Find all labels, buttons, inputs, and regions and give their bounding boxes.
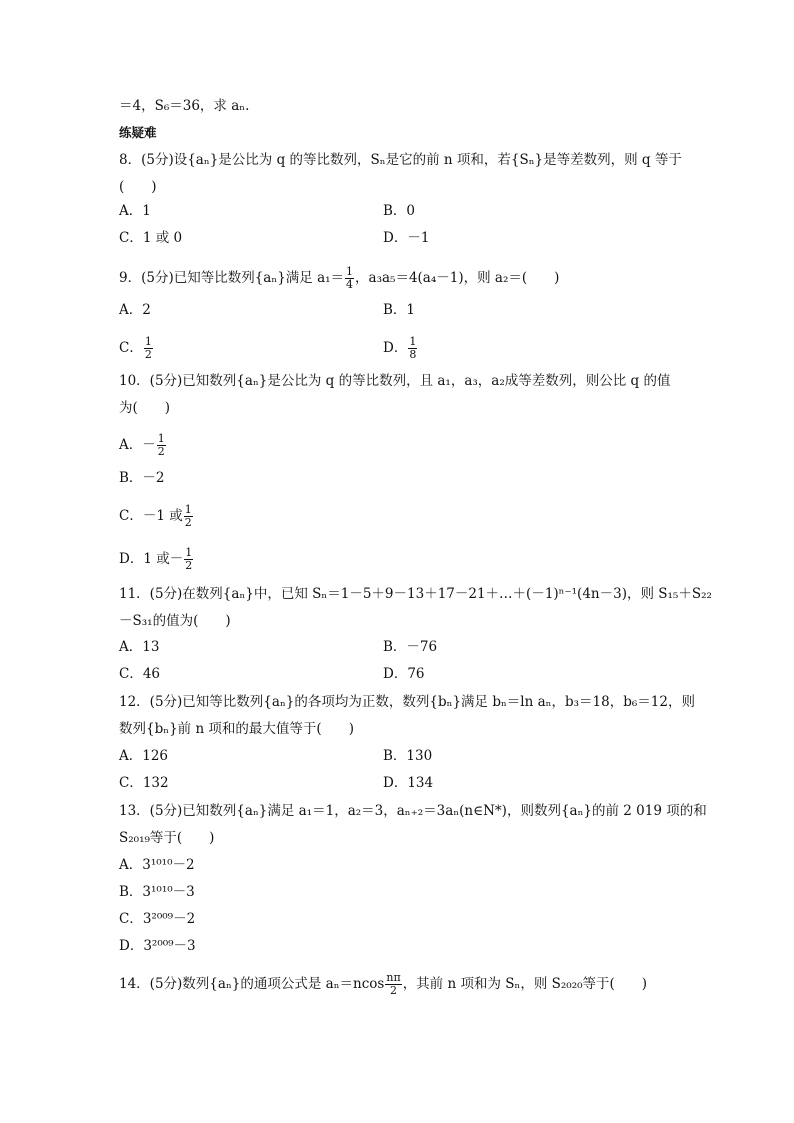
frac-den: 8 bbox=[409, 348, 417, 361]
q14-frac-den: 2 bbox=[390, 984, 398, 997]
q10-option-b: B．－2 bbox=[119, 470, 165, 486]
q11-stem-line2: －S₃₁的值为( ) bbox=[119, 613, 231, 629]
option-label: A．－ bbox=[119, 437, 156, 453]
q11-option-b: B．－76 bbox=[383, 639, 438, 655]
q13-option-a: A．3¹⁰¹⁰－2 bbox=[119, 857, 195, 873]
q14-fraction bbox=[385, 972, 401, 997]
q8-option-a: A．1 bbox=[119, 203, 151, 219]
q10-option-a bbox=[119, 433, 167, 458]
q10-option-c-fraction bbox=[184, 504, 193, 529]
q8-stem-line2: ( ) bbox=[119, 179, 157, 195]
option-label: D．1 或－ bbox=[119, 551, 184, 567]
q14-stem-pre: 14．(5分)数列{aₙ}的通项公式是 aₙ＝ncos bbox=[119, 976, 385, 992]
q9-option-d-fraction bbox=[408, 336, 417, 361]
q11-option-d: D．76 bbox=[383, 666, 425, 682]
previous-question-tail: ＝4，S₆＝36，求 aₙ. bbox=[119, 98, 250, 114]
q10-option-a-fraction bbox=[157, 433, 166, 458]
q14-stem-post: ，其前 n 项和为 Sₙ，则 S₂₀₂₀等于( ) bbox=[402, 976, 648, 992]
q9-option-d bbox=[383, 336, 418, 361]
q12-option-c: C．132 bbox=[119, 775, 169, 791]
q9-option-c bbox=[119, 336, 154, 361]
q10-stem-line2: 为( ) bbox=[119, 400, 171, 416]
frac-den: 2 bbox=[184, 516, 192, 529]
q14-stem bbox=[119, 972, 647, 997]
q12-stem-line1: 12．(5分)已知等比数列{aₙ}的各项均为正数，数列{bₙ}满足 bₙ＝ln aₙ，b₃＝18，b₆＝12，则 bbox=[119, 694, 695, 710]
q10-stem-line1: 10．(5分)已知数列{aₙ}是公比为 q 的等比数列，且 a₁，a₃，a₂成等差数列，则公比 q 的值 bbox=[119, 373, 671, 389]
frac-den: 2 bbox=[144, 348, 152, 361]
q13-stem-line1: 13．(5分)已知数列{aₙ}满足 a₁＝1，a₂＝3，aₙ₊₂＝3aₙ(n∈N*)，则数列{aₙ}的前 2 019 项的和 bbox=[119, 803, 707, 819]
q14-frac-num: nπ bbox=[386, 971, 401, 984]
q9-option-d-label: D． bbox=[383, 340, 408, 356]
q9-frac-den: 4 bbox=[346, 278, 354, 291]
q11-stem-line1: 11．(5分)在数列{aₙ}中，已知 Sₙ＝1－5＋9－13＋17－21＋…＋(－1)ⁿ⁻¹(4n－3)，则 S₁₅＋S₂₂ bbox=[119, 586, 712, 602]
frac-num: 1 bbox=[185, 546, 193, 559]
q10-option-d-fraction bbox=[184, 547, 193, 572]
q13-option-c: C．3²⁰⁰⁹－2 bbox=[119, 911, 196, 927]
section-title: 练疑难 bbox=[119, 125, 157, 140]
q9-stem bbox=[119, 266, 559, 291]
frac-num: 1 bbox=[157, 432, 165, 445]
q12-option-d: D．134 bbox=[383, 775, 434, 791]
q8-option-b: B．0 bbox=[383, 203, 416, 219]
frac-den: 2 bbox=[157, 445, 165, 458]
q12-stem-line2: 数列{bₙ}前 n 项和的最大值等于( ) bbox=[119, 721, 354, 737]
q8-option-c: C．1 或 0 bbox=[119, 230, 183, 246]
frac-num: 1 bbox=[184, 503, 192, 516]
q9-fraction bbox=[345, 266, 354, 291]
q12-option-a: A．126 bbox=[119, 748, 169, 764]
q8-option-d: D．－1 bbox=[383, 230, 430, 246]
q8-stem-line1: 8．(5分)设{aₙ}是公比为 q 的等比数列，Sₙ是它的前 n 项和，若{Sₙ}是等差数列，则 q 等于 bbox=[119, 152, 682, 168]
q10-option-c bbox=[119, 504, 194, 529]
q9-stem-pre: 9．(5分)已知等比数列{aₙ}满足 a₁＝ bbox=[119, 270, 345, 286]
q10-option-d bbox=[119, 547, 194, 572]
q13-option-d: D．3²⁰⁰⁹－3 bbox=[119, 938, 196, 954]
frac-den: 2 bbox=[185, 559, 193, 572]
q9-option-a: A．2 bbox=[119, 302, 151, 318]
q9-option-b: B．1 bbox=[383, 302, 416, 318]
q11-option-c: C．46 bbox=[119, 666, 161, 682]
q12-option-b: B．130 bbox=[383, 748, 433, 764]
q13-option-b: B．3¹⁰¹⁰－3 bbox=[119, 884, 195, 900]
q9-stem-post: ，a₃a₅＝4(a₄－1)，则 a₂＝( ) bbox=[355, 270, 560, 286]
q13-stem-line2: S₂₀₁₉等于( ) bbox=[119, 830, 215, 846]
q11-option-a: A．13 bbox=[119, 639, 160, 655]
q9-frac-num: 1 bbox=[346, 265, 354, 278]
q9-option-c-label: C． bbox=[119, 340, 143, 356]
option-label: C．－1 或 bbox=[119, 508, 183, 524]
q9-option-c-fraction bbox=[144, 336, 153, 361]
frac-num: 1 bbox=[144, 335, 152, 348]
frac-num: 1 bbox=[409, 335, 417, 348]
